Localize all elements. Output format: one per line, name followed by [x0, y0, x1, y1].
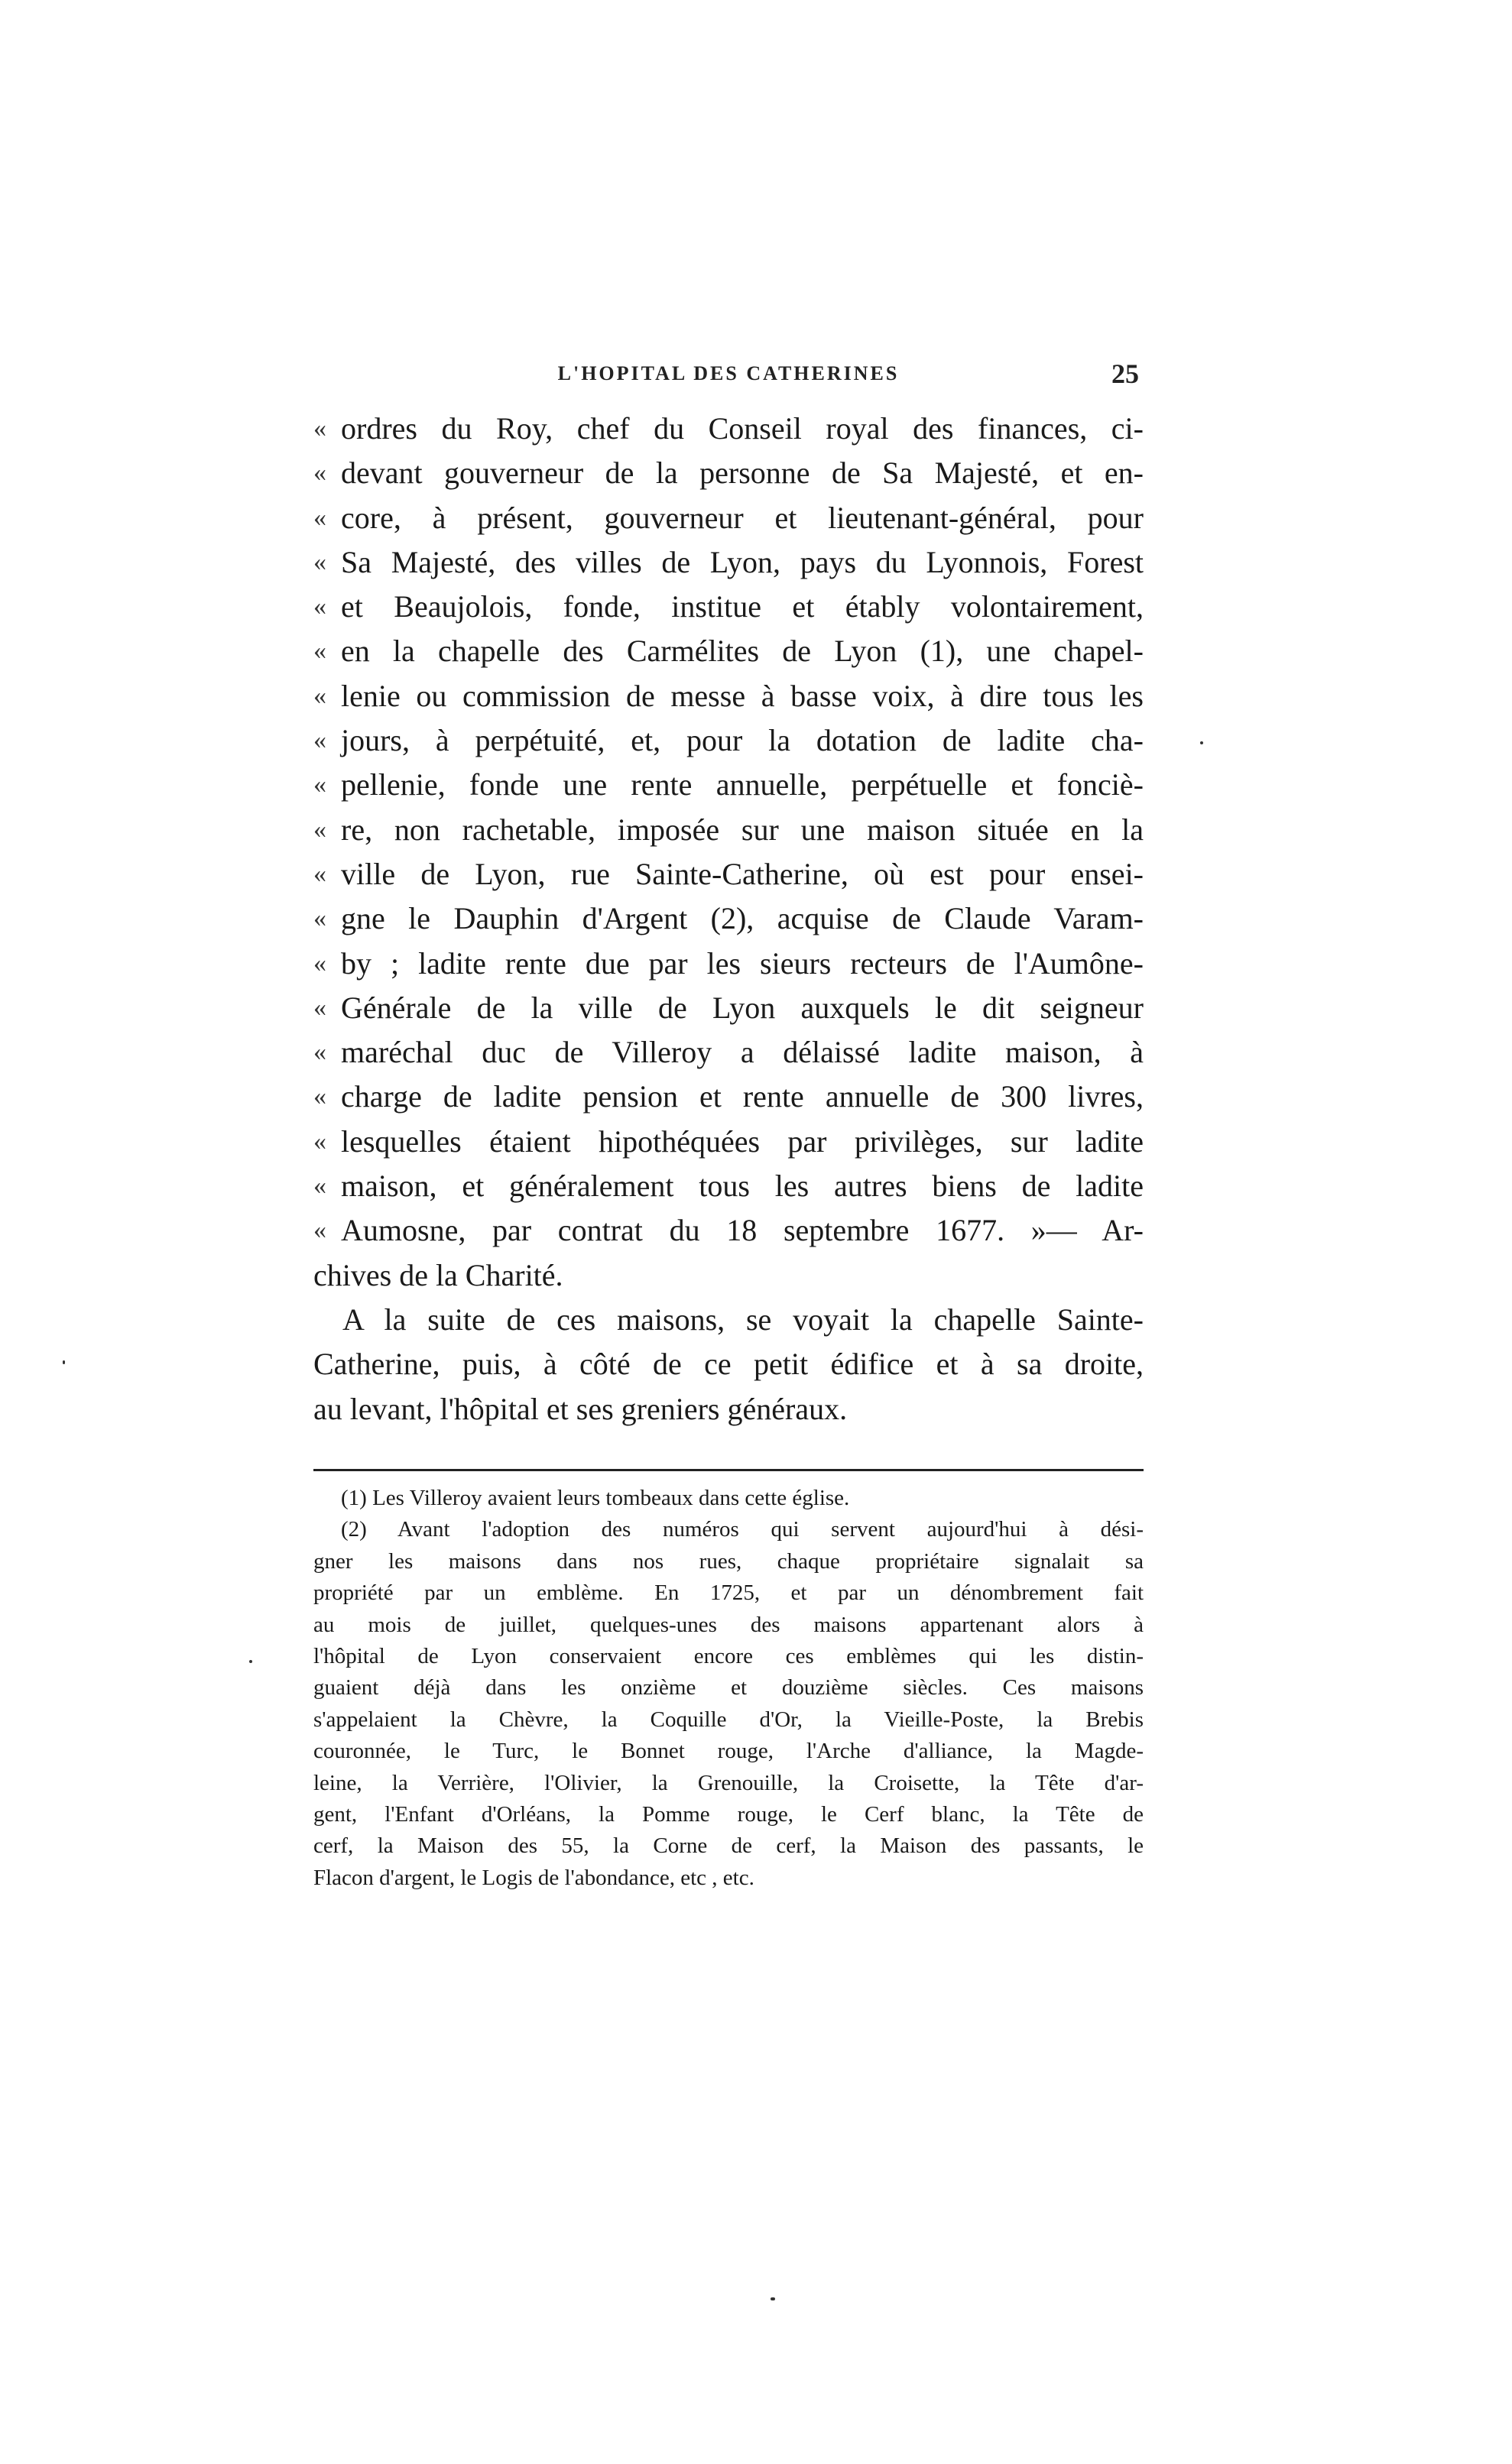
quoted-line	[313, 808, 1144, 852]
line-text: ville de Lyon, rue Sainte-Catherine, où est pour ensei-	[341, 856, 1144, 891]
quote-mark: «	[313, 1127, 326, 1156]
footnote-2-line	[313, 1799, 1144, 1830]
quote-mark: «	[313, 681, 326, 710]
quote-mark: «	[313, 637, 326, 666]
line-text: Catherine, puis, à côté de ce petit édifice et à sa droite,	[313, 1347, 1144, 1382]
quoted-line	[313, 1120, 1144, 1164]
quote-mark: «	[313, 1216, 326, 1245]
quote-mark: «	[313, 904, 326, 933]
footnote-text: l'hôpital de Lyon conservaient encore ces emblèmes qui les distin-	[313, 1643, 1144, 1668]
line-text: re, non rachetable, imposée sur une maison située en la	[341, 812, 1144, 847]
line-text: lenie ou commission de messe à basse voix, à dire tous les	[341, 678, 1144, 713]
paper-speck	[771, 2297, 775, 2300]
footnote-text: (1) Les Villeroy avaient leurs tombeaux dans cette église.	[341, 1486, 850, 1510]
line-text: au levant, l'hôpital et ses greniers généraux.	[313, 1391, 848, 1426]
closing-line	[313, 1253, 1144, 1298]
paper-speck	[1200, 741, 1203, 744]
quoted-line	[313, 585, 1144, 629]
page-number: 25	[1111, 358, 1139, 389]
quote-mark: «	[313, 547, 326, 576]
footnote-2-line	[313, 1768, 1144, 1799]
paragraph-line	[313, 1387, 1144, 1431]
quote-mark: «	[313, 948, 326, 977]
line-text: Aumosne, par contrat du 18 septembre 1677. »— Ar-	[341, 1213, 1144, 1248]
quoted-line	[313, 986, 1144, 1030]
footnote-text: cerf, la Maison des 55, la Corne de cerf, la Maison des passants, le	[313, 1833, 1144, 1859]
line-text: by ; ladite rente due par les sieurs recteurs de l'Aumône-	[341, 945, 1144, 981]
body-text	[313, 407, 1144, 1431]
quoted-line	[313, 674, 1144, 718]
paper-speck	[63, 1360, 65, 1364]
quote-mark: «	[313, 459, 326, 488]
footnote-2-line	[313, 1514, 1144, 1545]
quote-mark: «	[313, 1082, 326, 1111]
quoted-line	[313, 629, 1144, 673]
line-text: devant gouverneur de la personne de Sa Majesté, et en-	[341, 456, 1144, 491]
footnote-text: s'appelaient la Chèvre, la Coquille d'Or, la Vieille-Poste, la Brebis	[313, 1707, 1144, 1732]
line-text: en la chapelle des Carmélites de Lyon (1), une chapel-	[341, 634, 1144, 669]
quoted-line	[313, 1208, 1144, 1253]
line-text: pellenie, fonde une rente annuelle, perpétuelle et fonciè-	[341, 767, 1144, 802]
quoted-line	[313, 451, 1144, 495]
footnote-rule	[313, 1469, 1144, 1471]
quoted-line	[313, 1075, 1144, 1119]
paragraph-line	[313, 1298, 1144, 1342]
footnote-text: leine, la Verrière, l'Olivier, la Grenouille, la Croisette, la Tête d'ar-	[313, 1770, 1144, 1795]
quote-mark: «	[313, 993, 326, 1022]
footnote-2-line	[313, 1610, 1144, 1641]
footnote-2-line	[313, 1704, 1144, 1736]
quoted-line	[313, 763, 1144, 807]
quoted-line	[313, 496, 1144, 540]
quoted-line	[313, 896, 1144, 941]
line-text: A la suite de ces maisons, se voyait la chapelle Sainte-	[342, 1302, 1144, 1337]
footnote-text: au mois de juillet, quelques-unes des maisons appartenant alors à	[313, 1612, 1144, 1637]
quote-mark: «	[313, 815, 326, 844]
line-text: Sa Majesté, des villes de Lyon, pays du Lyonnois, Forest	[341, 544, 1144, 579]
quoted-line	[313, 852, 1144, 896]
footnote-2-line	[313, 1672, 1144, 1704]
footnote-2-line	[313, 1577, 1144, 1609]
quote-mark: «	[313, 1172, 326, 1201]
footnote-text: propriété par un emblème. En 1725, et par un dénombrement fait	[313, 1581, 1144, 1606]
footnote-text: couronnée, le Turc, le Bonnet rouge, l'Arche d'alliance, la Magde-	[313, 1739, 1144, 1764]
line-text: et Beaujolois, fonde, institue et étably volontairement,	[341, 589, 1144, 624]
line-text: jours, à perpétuité, et, pour la dotation de ladite cha-	[341, 723, 1144, 758]
quote-mark: «	[313, 592, 326, 621]
quote-mark: «	[313, 770, 326, 799]
quoted-line	[313, 942, 1144, 986]
line-text: maréchal duc de Villeroy a délaissé ladite maison, à	[341, 1035, 1144, 1070]
footnote-2-line	[313, 1736, 1144, 1767]
running-title: L'HOPITAL DES CATHERINES	[557, 362, 900, 384]
quote-mark: «	[313, 414, 326, 443]
footnote-text: gent, l'Enfant d'Orléans, la Pomme rouge, le Cerf blanc, la Tête de	[313, 1801, 1144, 1827]
quoted-line	[313, 1030, 1144, 1075]
quote-mark: «	[313, 859, 326, 888]
line-text: ordres du Roy, chef du Conseil royal des finances, ci-	[341, 411, 1144, 446]
paper-speck	[249, 1660, 252, 1663]
footnote-2-line	[313, 1830, 1144, 1862]
footnote-1	[313, 1483, 1144, 1514]
line-text: charge de ladite pension et rente annuelle de 300 livres,	[341, 1079, 1144, 1114]
quoted-line	[313, 540, 1144, 585]
quoted-line	[313, 407, 1144, 451]
line-text: maison, et généralement tous les autres biens de ladite	[341, 1169, 1144, 1204]
line-text: gne le Dauphin d'Argent (2), acquise de Claude Varam-	[341, 901, 1144, 936]
quote-mark: «	[313, 503, 326, 532]
footnote-text: Flacon d'argent, le Logis de l'abondance, etc , etc.	[313, 1865, 754, 1890]
quote-mark: «	[313, 726, 326, 755]
footnote-text: guaient déjà dans les onzième et douzième siècles. Ces maisons	[313, 1675, 1144, 1700]
paragraph-line	[313, 1342, 1144, 1386]
quoted-line	[313, 1164, 1144, 1208]
footnote-text: (2) Avant l'adoption des numéros qui servent aujourd'hui à dési-	[341, 1517, 1144, 1542]
footnote-text: gner les maisons dans nos rues, chaque propriétaire signalait sa	[313, 1548, 1144, 1574]
line-text: core, à présent, gouverneur et lieutenant-général, pour	[341, 500, 1144, 535]
footnote-2-line	[313, 1546, 1144, 1577]
page-header	[313, 358, 1144, 396]
quote-mark: «	[313, 1038, 326, 1067]
line-text: chives de la Charité.	[313, 1257, 563, 1292]
line-text: lesquelles étaient hipothéquées par privilèges, sur ladite	[341, 1123, 1144, 1159]
quoted-line	[313, 718, 1144, 763]
footnote-2-line	[313, 1641, 1144, 1672]
line-text: Générale de la ville de Lyon auxquels le dit seigneur	[341, 990, 1144, 1025]
footnotes	[313, 1483, 1144, 1894]
footnote-2-line	[313, 1863, 1144, 1894]
